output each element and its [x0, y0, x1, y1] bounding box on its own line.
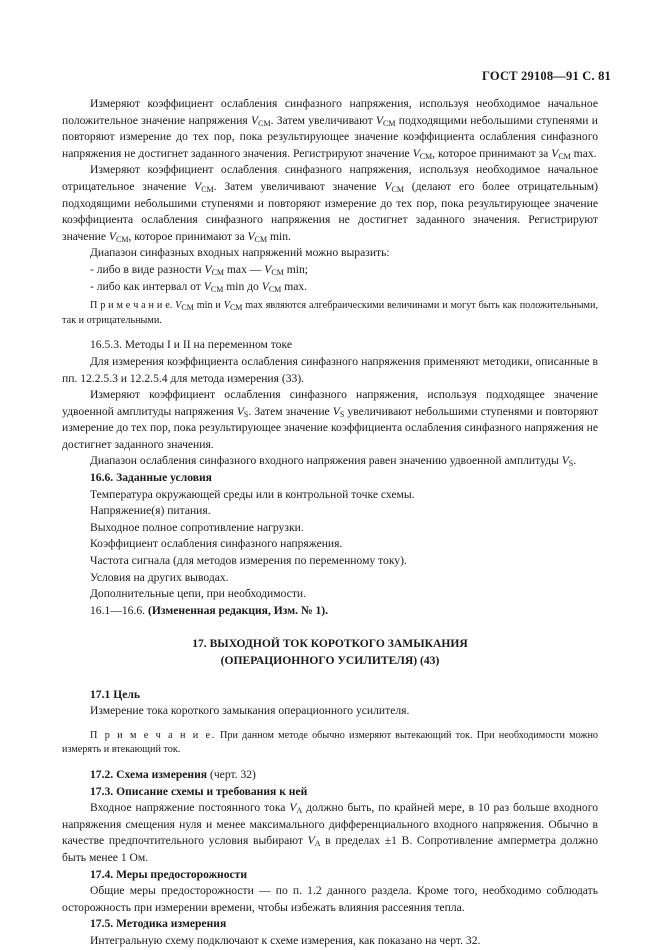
- condition-item: Условия на других выводах.: [90, 570, 229, 584]
- paragraph-ac-methods: Для измерения коэффициента ослабления синфазного напряжения применяют методики, описанные в пп. 12.2.5.3 и 12.2.5.4 для метода измерения (33).: [62, 354, 598, 385]
- condition-item: Выходное полное сопротивление нагрузки.: [90, 520, 304, 534]
- section-17-4-title: 17.4. Меры предосторожности: [90, 867, 248, 881]
- note-algebraic: П р и м е ч а н и е. $V_{СМ}$ min и $V_{СМ}$ max являются алгебраическими величинами и могут быть как положительными, так и отрицательными.: [62, 300, 598, 326]
- condition-item: Частота сигнала (для методов измерения по переменному току).: [90, 554, 407, 568]
- condition-item: Дополнительные цепи, при необходимости.: [90, 587, 306, 601]
- section-16-6-title: 16.6. Заданные условия: [90, 471, 212, 485]
- note-current-direction: П р и м е ч а н и е. При данном методе обычно измеряют вытекающий ток. При необходимости можно измерять и втекающий ток.: [62, 729, 598, 756]
- section-17-title-line1: 17. ВЫХОДНОЙ ТОК КОРОТКОГО ЗАМЫКАНИЯ: [192, 637, 468, 651]
- paragraph-purpose: Измерение тока короткого замыкания операционного усилителя.: [90, 704, 410, 718]
- condition-item: Коэффициент ослабления синфазного напряжения.: [90, 537, 343, 551]
- condition-item: Напряжение(я) питания.: [90, 504, 211, 518]
- section-17-2-title: 17.2. Схема измерения (черт. 32): [90, 767, 256, 781]
- section-17-3-title: 17.3. Описание схемы и требования к ней: [90, 784, 308, 798]
- paragraph-vs-measure: Измеряют коэффициент ослабления синфазного напряжения, используя подходящее значение удвоенной амплитуды напряжения $V_S$. Затем значение $V_S$ увеличивают небольшими ступенями и повторяют измерение до тех пор, пока результирующее значение коэффициента ослабления синфазного напряжения не достигнет заданного значения.: [62, 388, 599, 451]
- paragraph-circuit-requirements: Входное напряжение постоянного тока $V_A$ должно быть, по крайней мере, в 10 раз больше входного напряжения смещения нуля и менее максимального дифференциального входного напряжения. Обычно в качестве предпочтительного условия выбирают $V_A$ в пределах ±1 В. Сопротивление амперметра должно быть менее 1 Ом.: [62, 801, 598, 864]
- page-content: [62, 96, 598, 950]
- paragraph-range-vs: Диапазон ослабления синфазного входного напряжения равен значению удвоенной амплитуды $V_S$.: [90, 454, 577, 469]
- paragraph-precautions: Общие меры предосторожности — по п. 1.2 данного раздела. Кроме того, необходимо соблюдать осторожность при измерении времени, чтобы избежать влияния рассеяния тепла.: [62, 884, 598, 914]
- condition-item: Температура окружающей среды или в контрольной точке схемы.: [90, 487, 415, 501]
- list-item-difference: - либо в виде разности $V_{СМ}$ max — $V_{СМ}$ min;: [90, 262, 308, 277]
- paragraph-positive-vcm: Измеряют коэффициент ослабления синфазного напряжения, используя необходимое начальное положительное значение напряжения $V_{СМ}$. Затем увеличивают $V_{СМ}$ подходящими небольшими ступенями и повторяют измерение до тех пор, пока результирующее значение коэффициента ослабления синфазного напряжения не достигнет заданного значения. Регистрируют значение $V_{СМ}$, которое принимают за $V_{СМ}$ max.: [62, 97, 598, 161]
- page-header: ГОСТ 29108—91 С. 81: [482, 69, 611, 83]
- paragraph-range-intro: Диапазон синфазных входных напряжений можно выразить:: [90, 246, 390, 260]
- paragraph-negative-vcm: Измеряют коэффициент ослабления синфазного напряжения, используя необходимое начальное отрицательное значение $V_{СМ}$. Затем увеличивают значение $V_{СМ}$ (делают его более отрицательным) подходящими небольшими ступенями и повторяют измерение до тех пор, пока результирующее значение коэффициента ослабления синфазного напряжения не достигнет заданного значения. Регистрируют значение $V_{СМ}$, которое принимают за $V_{СМ}$ min.: [62, 163, 598, 244]
- section-16-5-3-title: 16.5.3. Методы I и II на переменном токе: [90, 338, 292, 352]
- list-item-interval: - либо как интервал от $V_{СМ}$ min до $V_{СМ}$ max.: [90, 279, 308, 294]
- edit-note: 16.1—16.6. (Измененная редакция, Изм. № 1).: [90, 603, 329, 617]
- section-17-1-title: 17.1 Цель: [90, 687, 140, 701]
- paragraph-procedure: Интегральную схему подключают к схеме измерения, как показано на черт. 32.: [90, 933, 481, 947]
- section-17-title-line2: (ОПЕРАЦИОННОГО УСИЛИТЕЛЯ) (43): [220, 654, 440, 667]
- section-17-5-title: 17.5. Методика измерения: [90, 917, 227, 931]
